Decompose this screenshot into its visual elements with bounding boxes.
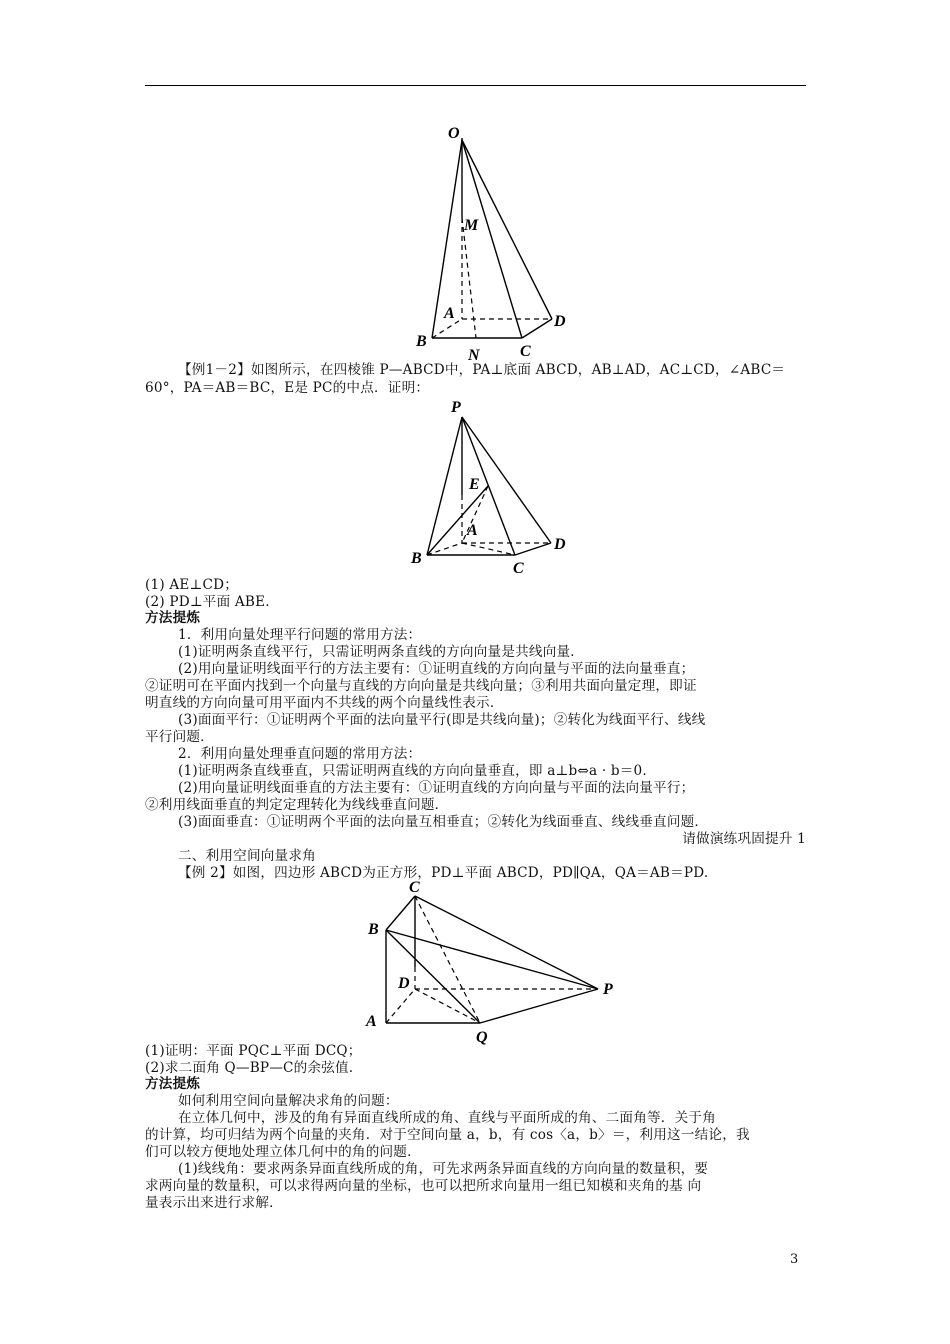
method1-line: (3)面面平行：①证明两个平面的法向量平行(即是共线向量)；②转化为线面平行、线线 [178, 712, 706, 728]
method-title-2: 方法提炼 [145, 1076, 201, 1092]
method1-line: ②利用线面垂直的判定定理转化为线线垂直问题． [145, 797, 449, 813]
label-p: P [451, 399, 461, 416]
example-1-2-part2: (2) PD⊥平面 ABE. [145, 594, 270, 610]
label-d: D [554, 536, 566, 553]
method1-line: 1．利用向量处理平行问题的常用方法： [178, 627, 422, 643]
label-b: B [416, 333, 427, 350]
label-a: A [366, 1013, 377, 1030]
method1-line: 明直线的方向向量可用平面内不共线的两个向量线性表示． [145, 695, 504, 711]
method1-line: (1)证明两条直线平行，只需证明两条直线的方向向量是共线向量． [178, 644, 585, 660]
label-o: O [448, 125, 460, 142]
header-rule [145, 85, 806, 86]
label-m: M [464, 217, 479, 234]
method1-line: 2．利用向量处理垂直问题的常用方法： [178, 746, 422, 762]
example-1-2-line1: 【例1－2】如图所示，在四棱锥 P—ABCD中，PA⊥底面 ABCD，AB⊥AD，AC⊥CD，∠ABC＝ [178, 362, 786, 378]
method2-line: 在立体几何中，涉及的角有异面直线所成的角、直线与平面所成的角、二面角等．关于角 [178, 1110, 716, 1126]
practice-link[interactable]: 请做演练巩固提升 1 [682, 831, 806, 847]
example-2-statement: 【例 2】如图，四边形 ABCD为正方形，PD⊥平面 ABCD，PD∥QA，QA＝AB＝PD. [178, 865, 709, 881]
figure-pyramid-o [400, 118, 590, 368]
label-a: A [444, 305, 455, 322]
label-b: B [368, 921, 379, 938]
section-2-title: 二、利用空间向量求角 [178, 848, 316, 864]
label-e: E [469, 476, 480, 493]
label-d: D [554, 313, 566, 330]
label-q: Q [476, 1029, 488, 1046]
method1-line: ②证明可在平面内找到一个向量与直线的方向向量是共线向量；③利用共面向量定理，即证 [145, 678, 697, 694]
label-b: B [411, 550, 422, 567]
label-a: A [467, 522, 478, 539]
example-2-part2: (2)求二面角 Q—BP—C的余弦值. [145, 1060, 354, 1076]
method2-line: 的计算，均可归结为两个向量的夹角．对于空间向量 a，b，有 cos〈a，b〉＝，利用这一结论，我 [145, 1127, 750, 1143]
page-number: 3 [790, 1252, 799, 1267]
method1-line: (3)面面垂直：①证明两个平面的法向量互相垂直；②转化为线面垂直、线线垂直问题． [178, 814, 709, 830]
method2-line: 们可以较方便地处理立体几何中的角的问题． [145, 1144, 421, 1160]
example-1-2-line2: 60°，PA＝AB＝BC，E是 PC的中点．证明： [145, 380, 430, 396]
method2-line: 求两向量的数量积，可以求得两向量的坐标，也可以把所求向量用一组已知模和夹角的基 向 [145, 1178, 702, 1194]
example-2-part1: (1)证明：平面 PQC⊥平面 DCQ； [145, 1043, 362, 1059]
label-n: N [468, 347, 480, 364]
label-p: P [603, 981, 613, 998]
label-c: C [409, 879, 420, 896]
method2-line: (1)线线角：要求两条异面直线所成的角，可先求两条异面直线的方向向量的数量积，要 [178, 1161, 709, 1177]
method1-line: (2)用向量证明线面平行的方法主要有：①证明直线的方向向量与平面的法向量垂直； [178, 661, 695, 677]
figure-pyramid-p [405, 397, 585, 577]
method1-line: (2)用向量证明线面垂直的方法主要有：①证明直线的方向向量与平面的法向量平行； [178, 780, 695, 796]
label-c: C [520, 343, 531, 360]
example-1-2-part1: (1) AE⊥CD； [145, 577, 238, 593]
method1-line: (1)证明两条直线垂直，只需证明两直线的方向向量垂直，即 a⊥b⇔a · b＝0. [178, 763, 647, 779]
label-d: D [398, 975, 410, 992]
method2-line: 如何利用空间向量解决求角的问题： [178, 1093, 399, 1109]
method2-line: 量表示出来进行求解． [145, 1195, 283, 1211]
label-c: C [513, 560, 524, 577]
method-title-1: 方法提炼 [145, 610, 201, 626]
method1-line: 平行问题． [145, 729, 214, 745]
figure-polyhedron [360, 872, 630, 1044]
